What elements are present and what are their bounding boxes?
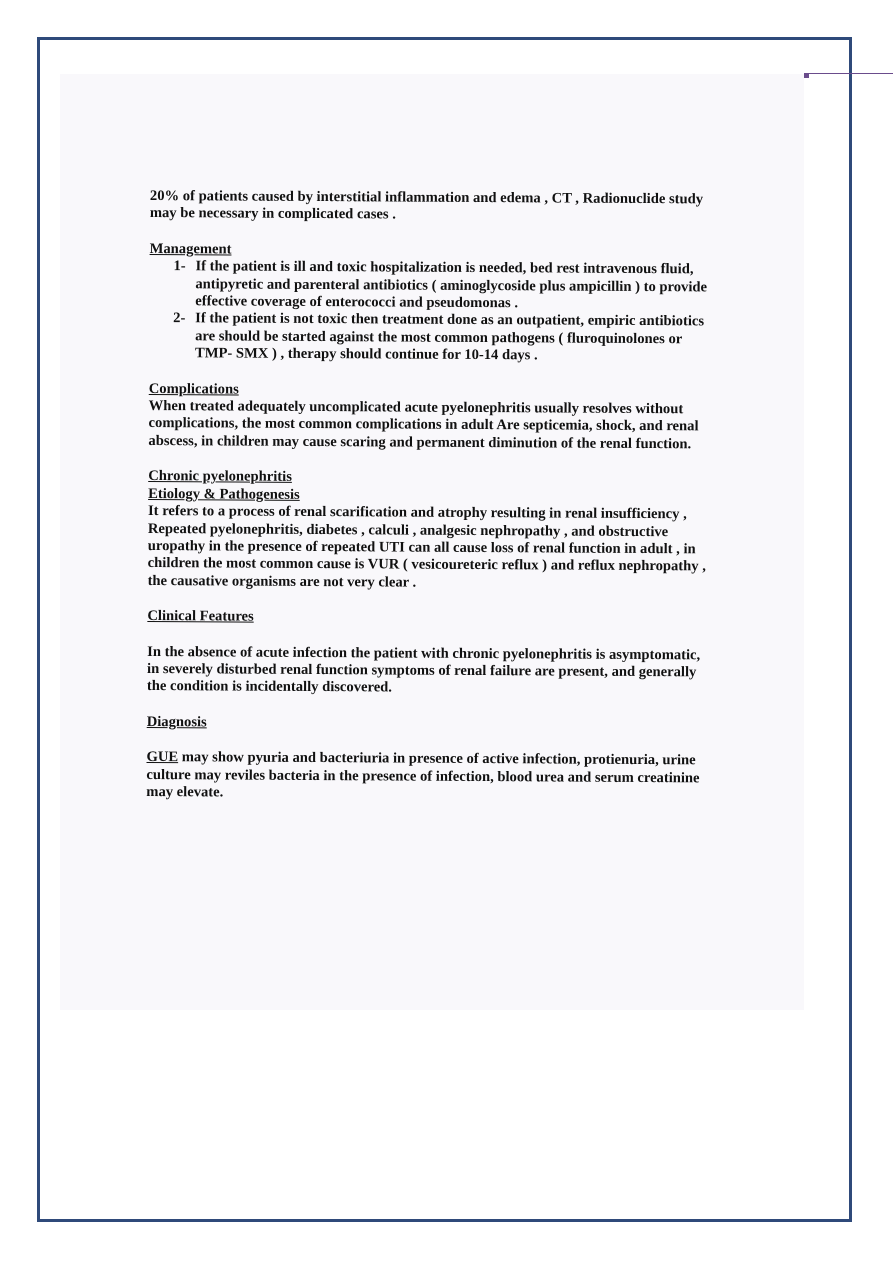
etiology-subheading: Etiology & Pathogenesis [148, 485, 300, 503]
list-item [149, 310, 709, 366]
list-item-text: If the patient is ill and toxic hospitalization is needed, bed rest intravenous fluid, antipyretic and parenteral antibiotics ( aminoglycoside plus ampicillin ) to provide effective coverage of enterococci and pseudomonas . [195, 258, 708, 312]
management-list [149, 258, 710, 366]
management-heading: Management [149, 240, 232, 258]
intro-paragraph: 20% of patients caused by interstitial inflammation and edema , CT , Radionuclide study may be necessary in complicated cases . [149, 188, 704, 223]
chronic-pyelonephritis-heading: Chronic pyelonephritis [148, 468, 292, 486]
list-item-number: 2- [173, 310, 186, 327]
diagnosis-text: may show pyuria and bacteriuria in presence of active infection, protienuria, urine culture may reviles bacteria in the presence of infection, blood urea and serum creatinine may elevate. [146, 749, 700, 801]
document-body [146, 188, 710, 805]
complications-paragraph: When treated adequately uncomplicated acute pyelonephritis usually resolves without complications, the most common complications in adult Are septicemia, shock, and renal abscess, in children may cause scaring and permanent diminution of the renal function. [148, 398, 699, 453]
etiology-paragraph: It refers to a process of renal scarification and atrophy resulting in renal insufficiency , Repeated pyelonephritis, diabetes , calculi , analgesic nephropathy , and obstructive uropathy in the presence of repeated UTI can all cause loss of renal function in adult , in children the most common cause is VUR ( vesicoureteric reflux ) and reflux nephropathy , the causative organisms are not very clear . [147, 503, 706, 591]
complications-heading: Complications [148, 380, 239, 398]
clinical-features-heading: Clinical Features [147, 608, 254, 625]
diagnosis-paragraph [146, 749, 706, 805]
list-item-number: 1- [173, 258, 186, 275]
corner-decoration-mark [804, 73, 809, 78]
corner-decoration-line [808, 73, 893, 74]
diagnosis-heading: Diagnosis [146, 713, 207, 731]
clinical-features-paragraph: In the absence of acute infection the patient with chronic pyelonephritis is asymptomatic, in severely disturbed renal function symptoms of renal failure are present, and generally the condition is incidentally discovered. [146, 643, 701, 696]
diagnosis-lead-term: GUE [146, 749, 179, 766]
list-item [149, 258, 709, 314]
list-item-text: If the patient is not toxic then treatment done as an outpatient, empiric antibiotics are should be started against the most common pathogens ( fluroquinolones or TMP- SMX ) , therapy should continue for 10-14 days . [194, 310, 705, 364]
